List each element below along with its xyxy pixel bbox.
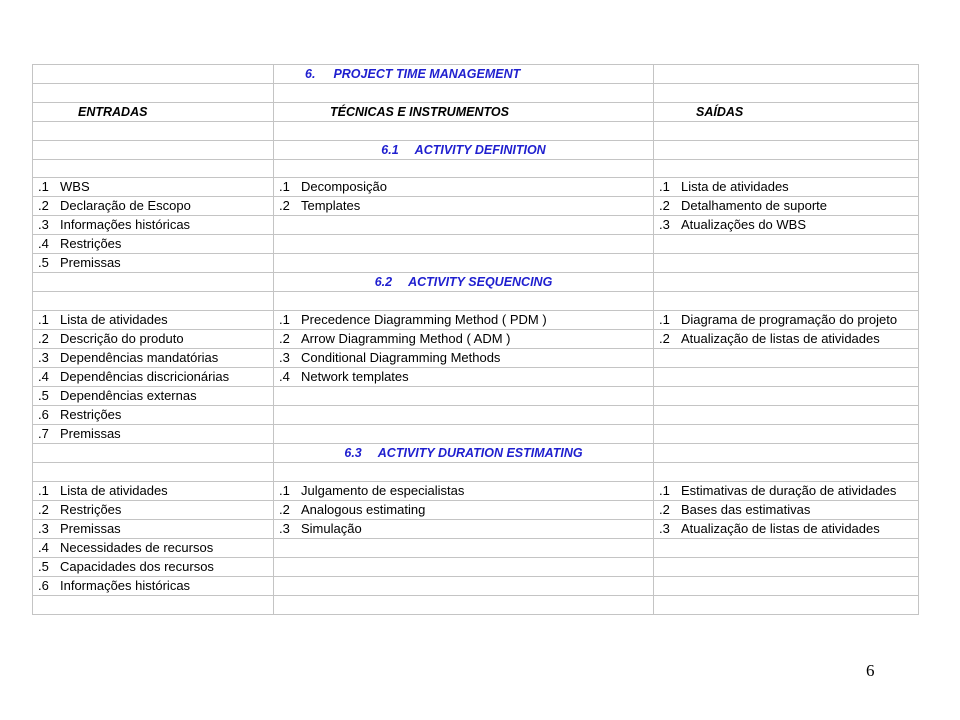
empty-cell (33, 463, 274, 482)
input-text: Premissas (60, 255, 121, 271)
chapter-title: PROJECT TIME MANAGEMENT (333, 67, 521, 81)
spacer-row (33, 595, 919, 614)
input-number: .3 (38, 217, 49, 233)
input-number: .5 (38, 388, 49, 404)
output-text: Atualizações do WBS (681, 217, 807, 233)
empty-cell (654, 273, 919, 292)
empty-cell (654, 140, 919, 159)
tool-cell (274, 576, 654, 595)
inputs-header-label: ENTRADAS (78, 104, 148, 119)
table-row (33, 368, 919, 387)
tool-number: .3 (279, 350, 290, 366)
input-cell (33, 425, 274, 444)
empty-cell (274, 595, 654, 614)
tool-number: .2 (279, 331, 290, 347)
table-row (33, 519, 919, 538)
tool-cell (274, 178, 654, 197)
output-cell (654, 178, 919, 197)
output-text: Lista de atividades (681, 179, 789, 195)
tool-number: .2 (279, 501, 290, 517)
empty-cell (33, 84, 274, 103)
tool-cell (274, 387, 654, 406)
input-text: WBS (60, 179, 90, 195)
input-number: .1 (38, 179, 49, 195)
section-title-row (33, 273, 919, 292)
outputs-header-label: SAÍDAS (696, 104, 744, 119)
output-text: Atualização de listas de atividades (681, 520, 880, 536)
input-number: .3 (38, 350, 49, 366)
output-number: .2 (659, 501, 670, 517)
input-cell (33, 538, 274, 557)
input-cell (33, 481, 274, 500)
table-row (33, 178, 919, 197)
tool-number: .4 (279, 369, 290, 385)
output-text: Estimativas de duração de atividades (681, 482, 897, 498)
output-cell (654, 197, 919, 216)
tool-text: Julgamento de especialistas (301, 482, 465, 498)
output-cell (654, 235, 919, 254)
table-row (33, 425, 919, 444)
input-text: Declaração de Escopo (60, 198, 191, 214)
tool-cell (274, 481, 654, 500)
tool-text: Analogous estimating (301, 501, 426, 517)
tool-cell (274, 197, 654, 216)
input-cell (33, 178, 274, 197)
input-number: .4 (38, 539, 49, 555)
empty-cell (33, 444, 274, 463)
input-number: .5 (38, 255, 49, 271)
empty-cell (33, 595, 274, 614)
input-cell (33, 368, 274, 387)
column-header-row (33, 102, 919, 121)
section-number: 6.3 (344, 446, 362, 461)
input-cell (33, 311, 274, 330)
input-cell (33, 500, 274, 519)
input-number: .2 (38, 331, 49, 347)
tool-number: .2 (279, 198, 290, 214)
output-cell (654, 311, 919, 330)
output-cell (654, 216, 919, 235)
tool-number: .1 (279, 312, 290, 328)
output-number: .1 (659, 312, 670, 328)
input-number: .6 (38, 407, 49, 423)
table-row (33, 311, 919, 330)
spacer-row (33, 121, 919, 140)
input-cell (33, 387, 274, 406)
table-row (33, 387, 919, 406)
empty-cell (274, 121, 654, 140)
output-number: .1 (659, 179, 670, 195)
table-row (33, 538, 919, 557)
table-row (33, 235, 919, 254)
outputs-header (654, 102, 919, 121)
output-cell (654, 254, 919, 273)
section-title-row (33, 140, 919, 159)
input-cell (33, 406, 274, 425)
empty-cell (274, 292, 654, 311)
output-text: Atualização de listas de atividades (681, 331, 880, 347)
spacer-row (33, 292, 919, 311)
output-cell (654, 481, 919, 500)
spacer-row (33, 159, 919, 178)
tool-number: .1 (279, 179, 290, 195)
input-text: Capacidades dos recursos (60, 558, 214, 574)
tool-cell (274, 368, 654, 387)
table-row (33, 406, 919, 425)
empty-cell (654, 159, 919, 178)
empty-cell (274, 463, 654, 482)
empty-cell (654, 463, 919, 482)
output-cell (654, 406, 919, 425)
tool-cell (274, 349, 654, 368)
tool-number: .1 (279, 482, 290, 498)
tool-cell (274, 519, 654, 538)
tool-cell (274, 254, 654, 273)
output-cell (654, 576, 919, 595)
tool-text: Decomposição (301, 179, 387, 195)
output-text: Diagrama de programação do projeto (681, 312, 898, 328)
empty-cell (654, 84, 919, 103)
time-management-table (32, 64, 919, 615)
chapter-title-cell (274, 65, 654, 84)
tool-text: Conditional Diagramming Methods (301, 350, 501, 366)
inputs-header (33, 102, 274, 121)
input-number: .1 (38, 482, 49, 498)
tool-cell (274, 235, 654, 254)
output-text: Detalhamento de suporte (681, 198, 827, 214)
empty-cell (274, 159, 654, 178)
input-cell (33, 519, 274, 538)
input-number: .2 (38, 198, 49, 214)
output-cell (654, 425, 919, 444)
input-text: Restrições (60, 407, 122, 423)
section-number: 6.1 (381, 142, 399, 157)
output-cell (654, 368, 919, 387)
input-number: .2 (38, 501, 49, 517)
empty-cell (33, 65, 274, 84)
empty-cell (654, 595, 919, 614)
empty-cell (33, 140, 274, 159)
input-cell (33, 216, 274, 235)
input-text: Lista de atividades (60, 482, 168, 498)
empty-cell (654, 121, 919, 140)
input-text: Informações históricas (60, 577, 191, 593)
tool-cell (274, 216, 654, 235)
empty-cell (654, 65, 919, 84)
input-cell (33, 330, 274, 349)
output-number: .3 (659, 520, 670, 536)
spacer-row (33, 84, 919, 103)
empty-cell (654, 292, 919, 311)
input-cell (33, 557, 274, 576)
empty-cell (33, 159, 274, 178)
section-title: ACTIVITY SEQUENCING (408, 275, 553, 290)
input-number: .5 (38, 558, 49, 574)
section-title: ACTIVITY DURATION ESTIMATING (377, 446, 583, 461)
chapter-number: 6. (305, 67, 316, 81)
table-row (33, 216, 919, 235)
input-text: Dependências mandatórias (60, 350, 219, 366)
input-number: .6 (38, 577, 49, 593)
tools-header (274, 102, 654, 121)
chapter-title-row (33, 65, 919, 84)
tool-cell (274, 425, 654, 444)
tools-header-label: TÉCNICAS E INSTRUMENTOS (330, 104, 509, 119)
output-cell (654, 557, 919, 576)
input-number: .7 (38, 426, 49, 442)
input-number: .4 (38, 369, 49, 385)
output-number: .1 (659, 482, 670, 498)
tool-cell (274, 311, 654, 330)
input-text: Premissas (60, 520, 121, 536)
input-text: Restrições (60, 501, 122, 517)
input-cell (33, 197, 274, 216)
input-text: Dependências discricionárias (60, 369, 230, 385)
input-cell (33, 576, 274, 595)
tool-cell (274, 406, 654, 425)
input-number: .3 (38, 520, 49, 536)
empty-cell (33, 292, 274, 311)
page-number: 6 (866, 661, 875, 680)
table-row (33, 500, 919, 519)
input-number: .1 (38, 312, 49, 328)
output-number: .3 (659, 217, 670, 233)
tool-cell (274, 500, 654, 519)
output-number: .2 (659, 198, 670, 214)
spacer-row (33, 463, 919, 482)
output-cell (654, 349, 919, 368)
output-cell (654, 500, 919, 519)
tool-text: Precedence Diagramming Method ( PDM ) (301, 312, 547, 328)
empty-cell (274, 84, 654, 103)
table-row (33, 481, 919, 500)
input-cell (33, 349, 274, 368)
empty-cell (33, 273, 274, 292)
section-title-row-cell (274, 140, 654, 159)
input-text: Informações históricas (60, 217, 191, 233)
input-text: Descrição do produto (60, 331, 184, 347)
input-text: Restrições (60, 236, 122, 252)
section-title-row-cell (274, 273, 654, 292)
output-cell (654, 519, 919, 538)
input-text: Lista de atividades (60, 312, 168, 328)
table-row (33, 197, 919, 216)
table-row (33, 557, 919, 576)
tool-text: Arrow Diagramming Method ( ADM ) (301, 331, 511, 347)
tool-text: Network templates (301, 369, 409, 385)
section-title-row (33, 444, 919, 463)
table-row (33, 254, 919, 273)
section-number: 6.2 (374, 275, 393, 290)
table-row (33, 330, 919, 349)
empty-cell (654, 444, 919, 463)
output-text: Bases das estimativas (681, 501, 811, 517)
output-number: .2 (659, 331, 670, 347)
input-cell (33, 235, 274, 254)
input-text: Dependências externas (60, 388, 197, 404)
tool-text: Templates (301, 198, 361, 214)
table-row (33, 576, 919, 595)
tool-cell (274, 538, 654, 557)
tool-cell (274, 330, 654, 349)
input-number: .4 (38, 236, 49, 252)
input-cell (33, 254, 274, 273)
section-title-row-cell (274, 444, 654, 463)
input-text: Premissas (60, 426, 121, 442)
empty-cell (33, 121, 274, 140)
table-row (33, 349, 919, 368)
output-cell (654, 538, 919, 557)
output-cell (654, 330, 919, 349)
output-cell (654, 387, 919, 406)
tool-number: .3 (279, 520, 290, 536)
input-text: Necessidades de recursos (60, 539, 214, 555)
tool-cell (274, 557, 654, 576)
tool-text: Simulação (301, 520, 362, 536)
section-title: ACTIVITY DEFINITION (414, 142, 546, 157)
